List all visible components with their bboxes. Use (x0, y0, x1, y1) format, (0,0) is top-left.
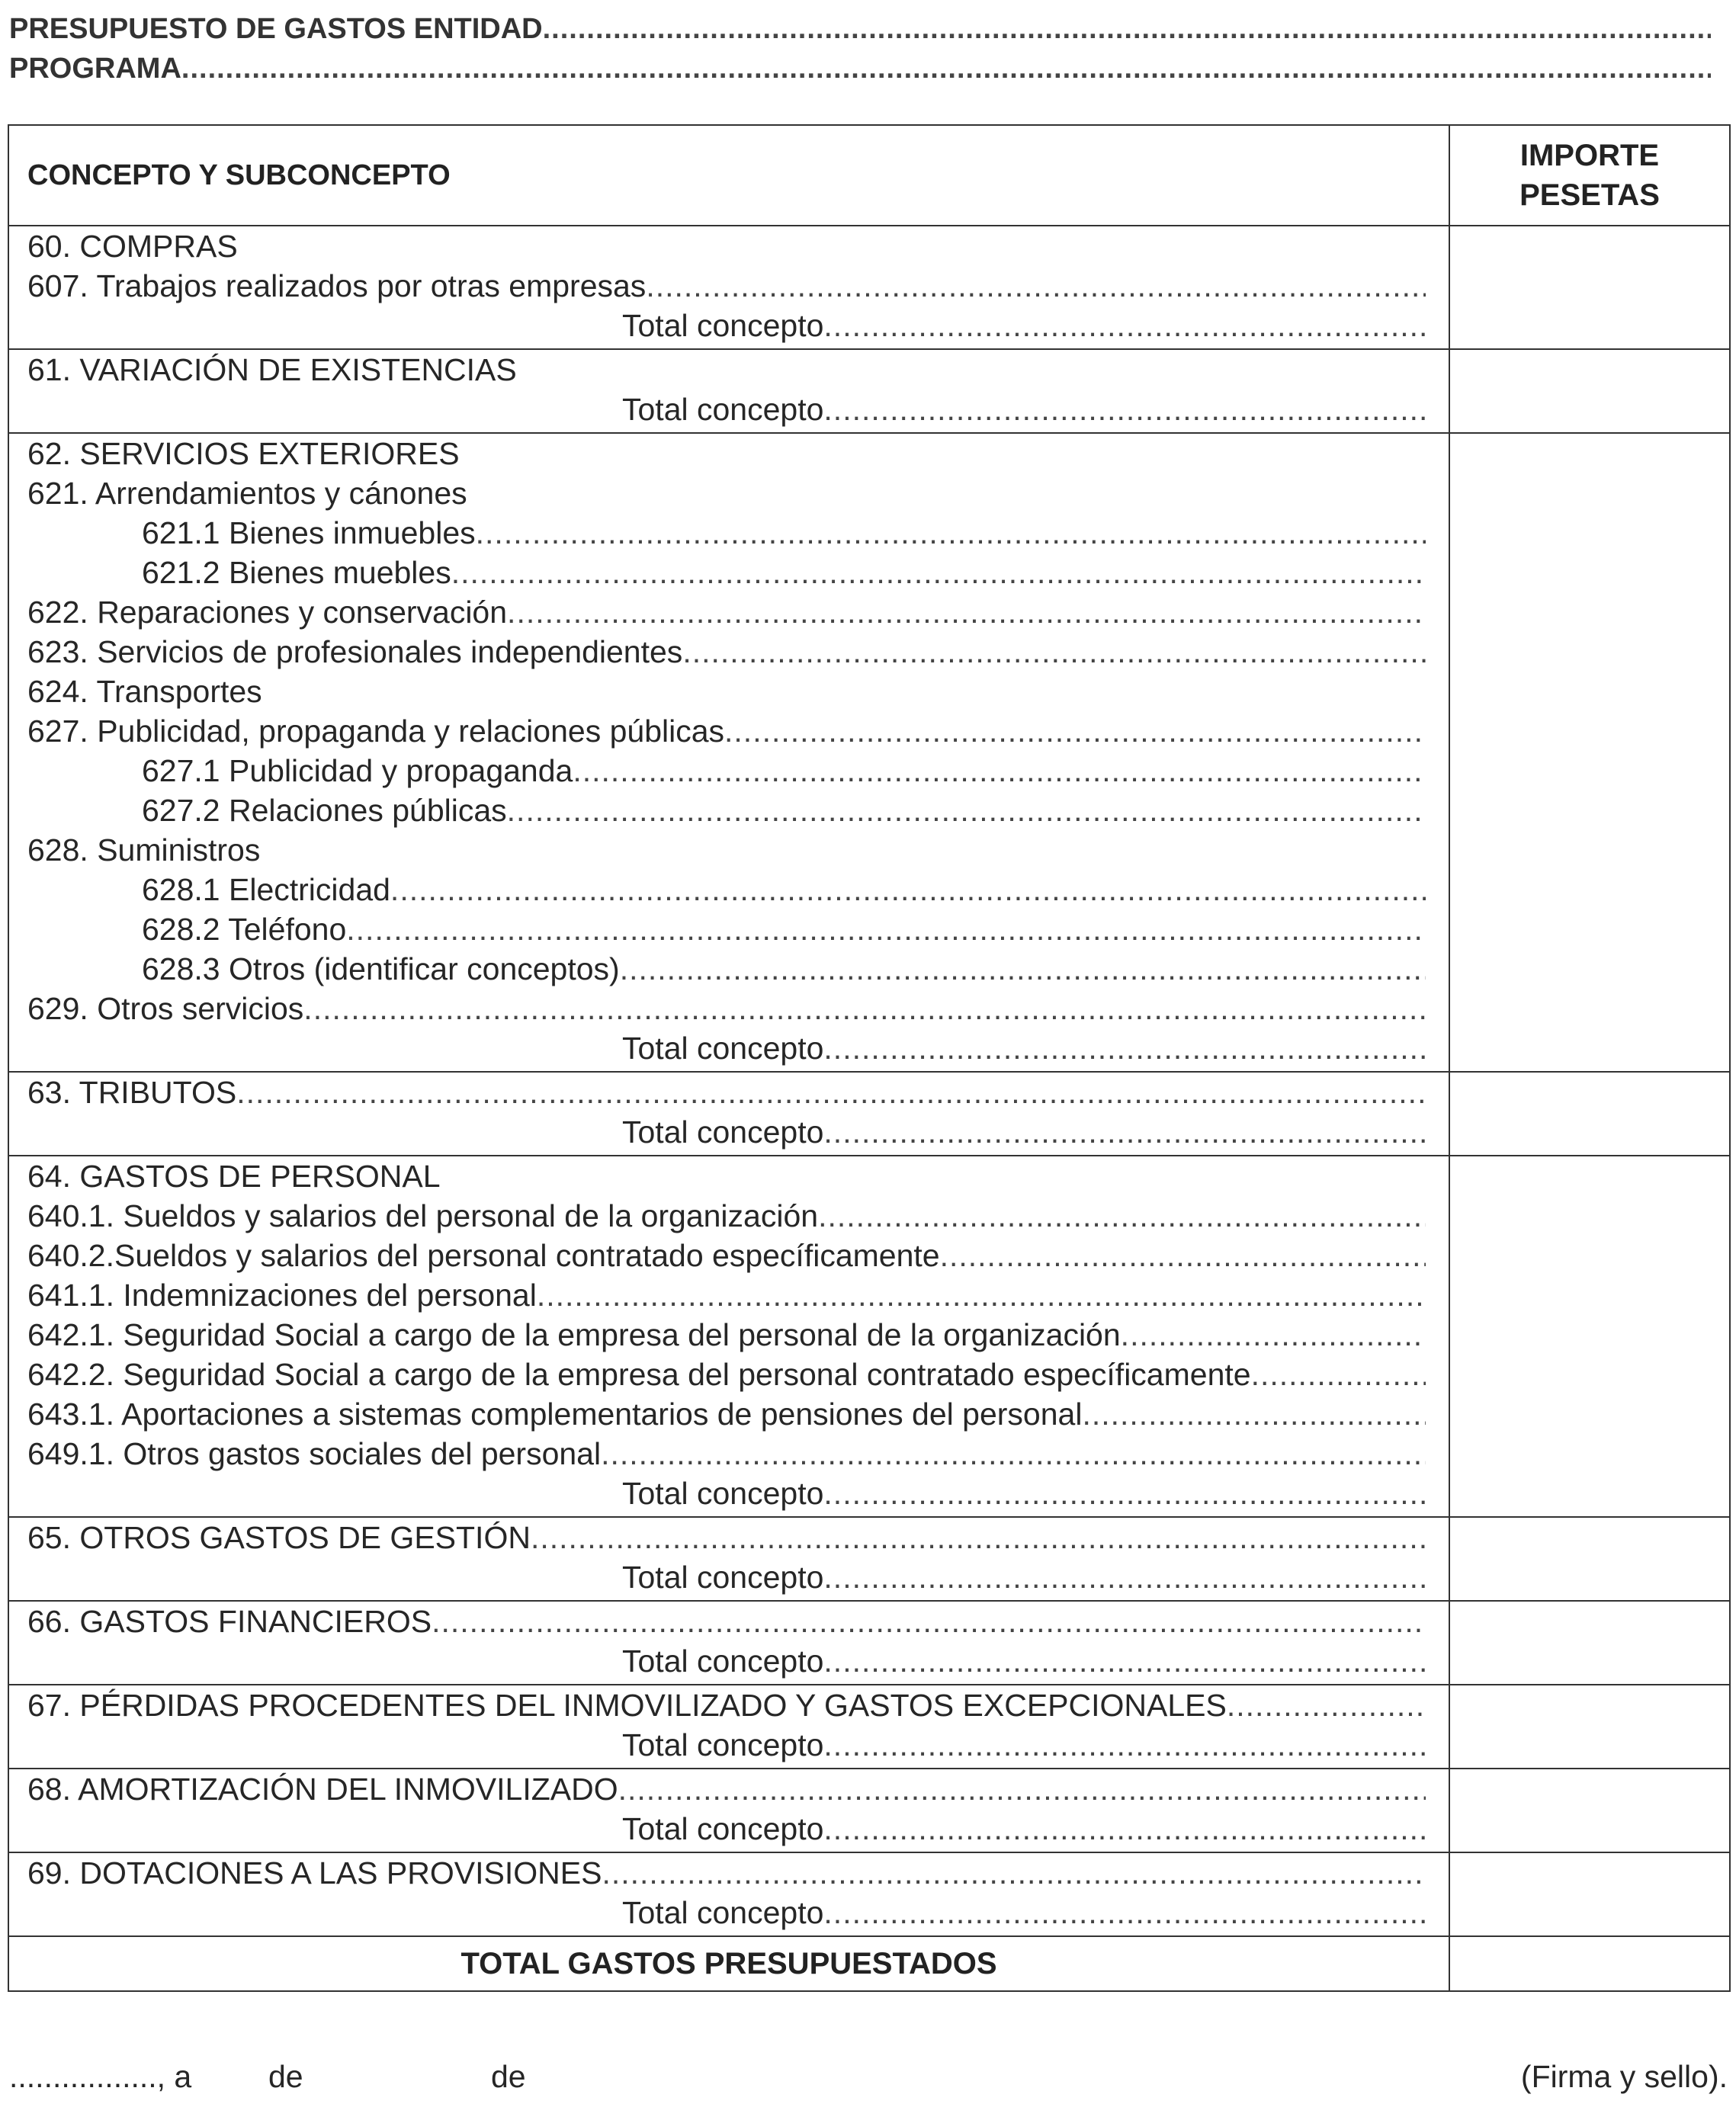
section-concepts-cell (8, 1685, 1449, 1769)
subconcept-line (27, 751, 1426, 791)
table-header-row (8, 125, 1730, 226)
dot-leader (823, 1809, 1426, 1849)
line-text: Total concepto (622, 1644, 824, 1679)
concept-column-header: CONCEPTO Y SUBCONCEPTO (8, 125, 1449, 226)
amount-cell[interactable] (1449, 1072, 1730, 1156)
line-text: 67. PÉRDIDAS PROCEDENTES DEL INMOVILIZADO Y GASTOS EXCEPCIONALES (27, 1688, 1227, 1723)
dot-leader (682, 632, 1426, 672)
line-text: 623. Servicios de profesionales independientes (27, 634, 683, 669)
dot-leader (476, 513, 1426, 553)
line-text: 621. Arrendamientos y cánones (27, 476, 467, 511)
line-text: 627.2 Relaciones públicas (142, 793, 507, 828)
dot-leader (620, 949, 1426, 989)
line-text: 61. VARIACIÓN DE EXISTENCIAS (27, 352, 517, 387)
subconcept-line (27, 1355, 1426, 1394)
total-concept-line (27, 1557, 1426, 1597)
section-row (8, 1517, 1730, 1601)
section-concepts-cell (8, 1072, 1449, 1156)
line-text: 62. SERVICIOS EXTERIORES (27, 436, 460, 471)
line-text: 69. DOTACIONES A LAS PROVISIONES (27, 1855, 602, 1891)
section-row (8, 1685, 1730, 1769)
dot-leader (432, 1602, 1426, 1641)
dot-leader (390, 870, 1426, 909)
amount-header-line2: PESETAS (1519, 178, 1660, 212)
programa-header (9, 47, 1711, 85)
subconcept-line (27, 672, 1426, 711)
budget-table (8, 124, 1731, 1992)
section-concepts-cell (8, 1769, 1449, 1852)
line-text: 628.3 Otros (identificar conceptos) (142, 951, 620, 986)
programa-label: PROGRAMA (9, 53, 181, 85)
concept-heading-line (27, 1685, 1426, 1725)
total-concept-line (27, 1809, 1426, 1849)
dot-leader (1227, 1685, 1426, 1725)
subconcept-line (27, 1315, 1426, 1355)
section-concepts-cell (8, 1601, 1449, 1685)
total-concept-line (27, 1725, 1426, 1765)
concept-heading-line (27, 1518, 1426, 1557)
grand-total-label: TOTAL GASTOS PRESUPUESTADOS (8, 1936, 1449, 1991)
amount-cell[interactable] (1449, 1517, 1730, 1601)
dot-leader (537, 1275, 1426, 1315)
section-row (8, 349, 1730, 433)
line-text: 628.2 Teléfono (142, 912, 347, 947)
total-concept-line (27, 1028, 1426, 1068)
line-text: 622. Reparaciones y conservación (27, 595, 508, 630)
line-text: 65. OTROS GASTOS DE GESTIÓN (27, 1520, 531, 1555)
dot-leader (236, 1073, 1426, 1112)
line-text: Total concepto (622, 392, 824, 427)
line-text: Total concepto (622, 1560, 824, 1595)
line-text: 64. GASTOS DE PERSONAL (27, 1159, 441, 1194)
dot-leader (602, 1853, 1426, 1893)
amount-cell[interactable] (1449, 1685, 1730, 1769)
line-text: Total concepto (622, 1727, 824, 1762)
section-concepts-cell (8, 433, 1449, 1072)
grand-total-amount-cell[interactable] (1449, 1936, 1730, 1991)
section-concepts-cell (8, 1852, 1449, 1936)
amount-cell[interactable] (1449, 1156, 1730, 1517)
dot-leader (823, 1725, 1426, 1765)
entidad-header (9, 8, 1711, 46)
line-text: 628. Suministros (27, 832, 261, 867)
line-text: Total concepto (622, 1031, 824, 1066)
line-text: Total concepto (622, 308, 824, 343)
dot-leader (724, 711, 1426, 751)
dot-leader (823, 306, 1426, 345)
dot-leader (346, 909, 1426, 949)
line-text: 627. Publicidad, propaganda y relaciones públicas (27, 714, 725, 749)
concept-heading-line (27, 1156, 1426, 1196)
section-row (8, 1852, 1730, 1936)
subconcept-line (27, 1236, 1426, 1275)
amount-cell[interactable] (1449, 349, 1730, 433)
section-row (8, 1601, 1730, 1685)
dot-leader (823, 390, 1426, 429)
place-date-field: ................., a (9, 2059, 192, 2094)
line-text: Total concepto (622, 1811, 824, 1846)
total-concept-line (27, 1112, 1426, 1152)
line-text: 649.1. Otros gastos sociales del personal (27, 1436, 602, 1471)
line-text: 627.1 Publicidad y propaganda (142, 753, 573, 788)
line-text: 68. AMORTIZACIÓN DEL INMOVILIZADO (27, 1772, 618, 1807)
line-text: 621.1 Bienes inmuebles (142, 515, 476, 550)
line-text: 621.2 Bienes muebles (142, 555, 451, 590)
concept-heading-line (27, 1769, 1426, 1809)
subconcept-line (27, 909, 1426, 949)
section-row (8, 226, 1730, 349)
dot-leader (531, 1518, 1426, 1557)
dot-leader (823, 1641, 1426, 1681)
dot-leader (823, 1893, 1426, 1932)
line-text: Total concepto (622, 1114, 824, 1150)
subconcept-line (27, 1275, 1426, 1315)
amount-cell[interactable] (1449, 1601, 1730, 1685)
dot-leader (1121, 1315, 1426, 1355)
amount-cell[interactable] (1449, 226, 1730, 349)
amount-cell[interactable] (1449, 1852, 1730, 1936)
line-text: 642.2. Seguridad Social a cargo de la empresa del personal contratado específicamente (27, 1357, 1251, 1392)
section-concepts-cell (8, 226, 1449, 349)
subconcept-line (27, 632, 1426, 672)
total-concept-line (27, 1641, 1426, 1681)
line-text: 641.1. Indemnizaciones del personal (27, 1278, 537, 1313)
entidad-label: PRESUPUESTO DE GASTOS ENTIDAD (9, 13, 543, 45)
dot-leader (507, 791, 1426, 830)
total-concept-line (27, 1474, 1426, 1513)
subconcept-line (27, 553, 1426, 592)
amount-column-header (1449, 125, 1730, 226)
dot-leader (601, 1434, 1426, 1474)
subconcept-line (27, 791, 1426, 830)
total-concept-line (27, 1893, 1426, 1932)
subconcept-line (27, 1434, 1426, 1474)
dot-leader (1251, 1355, 1426, 1394)
dot-leader (507, 592, 1426, 632)
subconcept-line (27, 266, 1426, 306)
line-text: 640.1. Sueldos y salarios del personal de la organización (27, 1198, 819, 1233)
concept-heading-line (27, 1853, 1426, 1893)
dot-leader (823, 1474, 1426, 1513)
subconcept-line (27, 1394, 1426, 1434)
line-text: 60. COMPRAS (27, 229, 238, 264)
concept-heading-line (27, 350, 1426, 390)
date-de-1: de (268, 2059, 303, 2094)
amount-header-line1: IMPORTE (1519, 139, 1660, 172)
subconcept-line (27, 870, 1426, 909)
line-text: 642.1. Seguridad Social a cargo de la empresa del personal de la organización (27, 1317, 1121, 1352)
dot-leader (618, 1769, 1426, 1809)
section-concepts-cell (8, 1517, 1449, 1601)
line-text: 63. TRIBUTOS (27, 1075, 237, 1110)
dot-leader (823, 1557, 1426, 1597)
dot-leader (823, 1028, 1426, 1068)
sections-body (8, 226, 1730, 1936)
amount-cell[interactable] (1449, 433, 1730, 1072)
signature-label: (Firma y sello). (1520, 2059, 1728, 2094)
section-row (8, 1769, 1730, 1852)
line-text: 640.2.Sueldos y salarios del personal contratado específicamente (27, 1238, 940, 1273)
subconcept-line (27, 830, 1426, 870)
dot-leader (646, 266, 1426, 306)
section-row (8, 433, 1730, 1072)
line-text: 624. Transportes (27, 674, 262, 709)
line-text: 629. Otros servicios (27, 991, 304, 1026)
section-concepts-cell (8, 1156, 1449, 1517)
section-row (8, 1156, 1730, 1517)
total-concept-line (27, 390, 1426, 429)
subconcept-line (27, 989, 1426, 1028)
section-concepts-cell (8, 349, 1449, 433)
entidad-fill-line (543, 13, 1711, 46)
line-text: 628.1 Electricidad (142, 872, 390, 907)
dot-leader (818, 1196, 1426, 1236)
line-text: 643.1. Aportaciones a sistemas complementarios de pensiones del personal (27, 1397, 1083, 1432)
concept-heading-line (27, 434, 1426, 473)
line-text: 66. GASTOS FINANCIEROS (27, 1604, 432, 1639)
dot-leader (1082, 1394, 1426, 1434)
amount-cell[interactable] (1449, 1769, 1730, 1852)
concept-heading-line (27, 1073, 1426, 1112)
line-text: 607. Trabajos realizados por otras empresas (27, 268, 647, 303)
subconcept-line (27, 711, 1426, 751)
subconcept-line (27, 949, 1426, 989)
subconcept-line (27, 592, 1426, 632)
section-row (8, 1072, 1730, 1156)
dot-leader (823, 1112, 1426, 1152)
concept-heading-line (27, 1602, 1426, 1641)
grand-total-row (8, 1936, 1730, 1991)
subconcept-line (27, 513, 1426, 553)
subconcept-line (27, 1196, 1426, 1236)
dot-leader (303, 989, 1426, 1028)
dot-leader (573, 751, 1426, 791)
line-text: Total concepto (622, 1895, 824, 1930)
line-text: Total concepto (622, 1476, 824, 1511)
dot-leader (940, 1236, 1426, 1275)
programa-fill-line (181, 53, 1711, 85)
signature-footer (9, 2055, 1728, 2098)
dot-leader (451, 553, 1426, 592)
subconcept-line (27, 473, 1426, 513)
concept-heading-line (27, 226, 1426, 266)
date-de-2: de (491, 2059, 526, 2094)
total-concept-line (27, 306, 1426, 345)
